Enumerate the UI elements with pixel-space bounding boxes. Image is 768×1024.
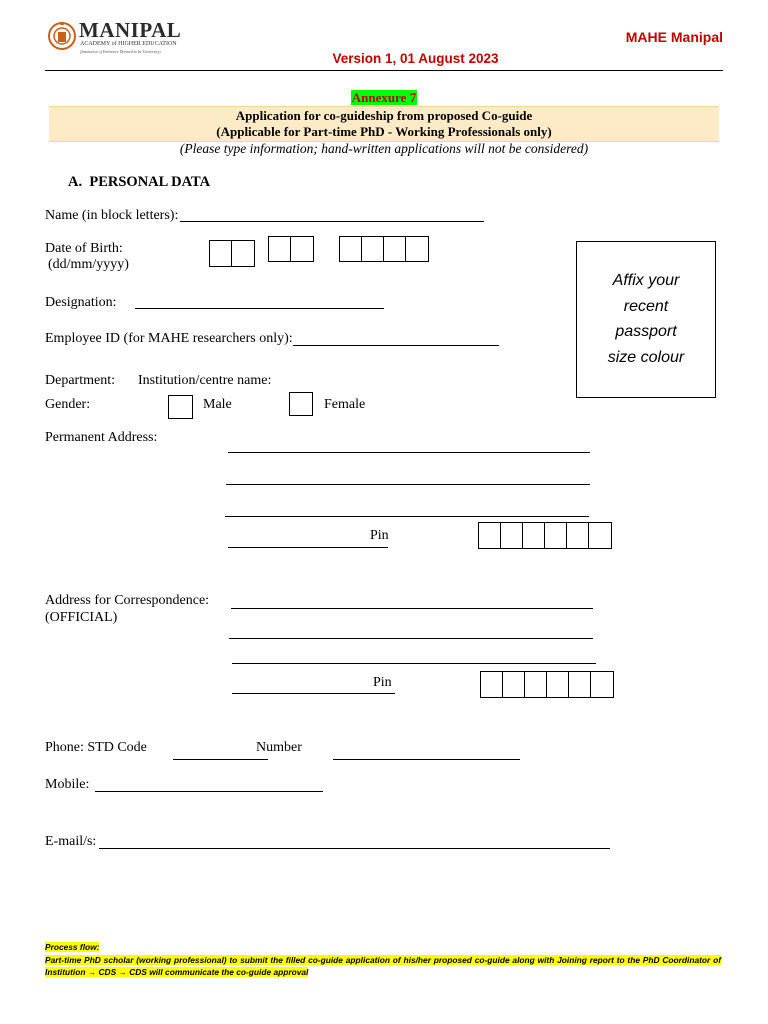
process-heading: Process flow: xyxy=(45,942,100,952)
corr-pin-boxes[interactable] xyxy=(480,671,614,698)
permanent-pin-boxes[interactable] xyxy=(478,522,612,549)
institution-label: Institution/centre name: xyxy=(138,373,272,388)
department-label: Department: xyxy=(45,373,115,388)
dob-month-boxes[interactable] xyxy=(268,236,314,262)
title-line2: (Applicable for Part-time PhD - Working Professionals only) xyxy=(216,124,552,139)
name-field[interactable] xyxy=(180,221,484,222)
logo-subtitle: ACADEMY of HIGHER EDUCATION xyxy=(80,41,177,47)
photo-text-2: recent xyxy=(623,297,669,315)
dob-format: (dd/mm/yyyy) xyxy=(48,257,129,272)
corr-address-line-4[interactable] xyxy=(232,693,395,694)
std-code-field[interactable] xyxy=(173,759,268,760)
dob-year-boxes[interactable] xyxy=(339,236,429,262)
email-field[interactable] xyxy=(99,848,610,849)
permanent-address-label: Permanent Address: xyxy=(45,430,158,445)
corr-address-line-3[interactable] xyxy=(232,663,596,664)
annexure-label-wrap xyxy=(0,89,768,107)
title-banner xyxy=(49,106,719,142)
corr-pin-label: Pin xyxy=(373,675,392,690)
permanent-pin-label: Pin xyxy=(370,528,389,543)
male-label: Male xyxy=(203,397,232,412)
photo-box[interactable] xyxy=(576,241,716,398)
email-label: E-mail/s: xyxy=(45,834,97,849)
photo-text-1: Affix your xyxy=(612,272,680,289)
female-label: Female xyxy=(324,397,366,412)
mobile-field[interactable] xyxy=(95,791,323,792)
section-a-heading: A. PERSONAL DATA xyxy=(68,174,211,190)
designation-field[interactable] xyxy=(135,308,384,309)
version-text: Version 1, 01 August 2023 xyxy=(332,51,499,66)
name-label: Name (in block letters): xyxy=(45,208,179,223)
process-text: Part-time PhD scholar (working professional) to submit the filled co-guide application of his/her proposed co-guide along with Joining report to the PhD Coordinator of Institution → CDS → CDS will communicate the co-guide approval xyxy=(45,954,721,977)
type-note: (Please type information; hand-written applications will not be considered) xyxy=(179,141,589,156)
designation-label: Designation: xyxy=(45,295,117,310)
permanent-address-line-1[interactable] xyxy=(228,452,590,453)
gender-label: Gender: xyxy=(45,397,91,412)
dob-day-boxes[interactable] xyxy=(209,240,255,267)
org-name: MAHE Manipal xyxy=(625,29,723,45)
header-divider xyxy=(45,70,723,71)
logo-tagline: (Institution of Eminence Deemed to be University) xyxy=(80,49,161,54)
manipal-emblem-icon xyxy=(47,19,77,55)
corr-address-line-2[interactable] xyxy=(229,638,593,639)
annexure-label: Annexure 7 xyxy=(351,90,417,105)
phone-number-field[interactable] xyxy=(333,759,520,760)
permanent-address-line-2[interactable] xyxy=(226,484,590,485)
male-checkbox[interactable] xyxy=(168,395,193,419)
permanent-address-line-3[interactable] xyxy=(225,516,589,517)
logo-name: MANIPAL xyxy=(79,18,182,42)
corr-official-label: (OFFICIAL) xyxy=(45,610,118,625)
photo-text-3: passport xyxy=(615,323,677,340)
number-label: Number xyxy=(256,740,302,755)
corr-address-label: Address for Correspondence: xyxy=(45,593,210,608)
employee-id-field[interactable] xyxy=(293,345,499,346)
photo-text-4: size colour xyxy=(607,348,685,366)
mobile-label: Mobile: xyxy=(45,777,90,792)
phone-label: Phone: STD Code xyxy=(45,740,147,755)
employee-id-label: Employee ID (for MAHE researchers only): xyxy=(45,331,293,346)
permanent-address-line-4[interactable] xyxy=(228,547,388,548)
corr-address-line-1[interactable] xyxy=(231,608,593,609)
title-line1: Application for co-guideship from proposed Co-guide xyxy=(235,108,533,123)
female-checkbox[interactable] xyxy=(289,392,313,416)
dob-label: Date of Birth: xyxy=(45,241,123,256)
process-flow xyxy=(45,941,721,979)
